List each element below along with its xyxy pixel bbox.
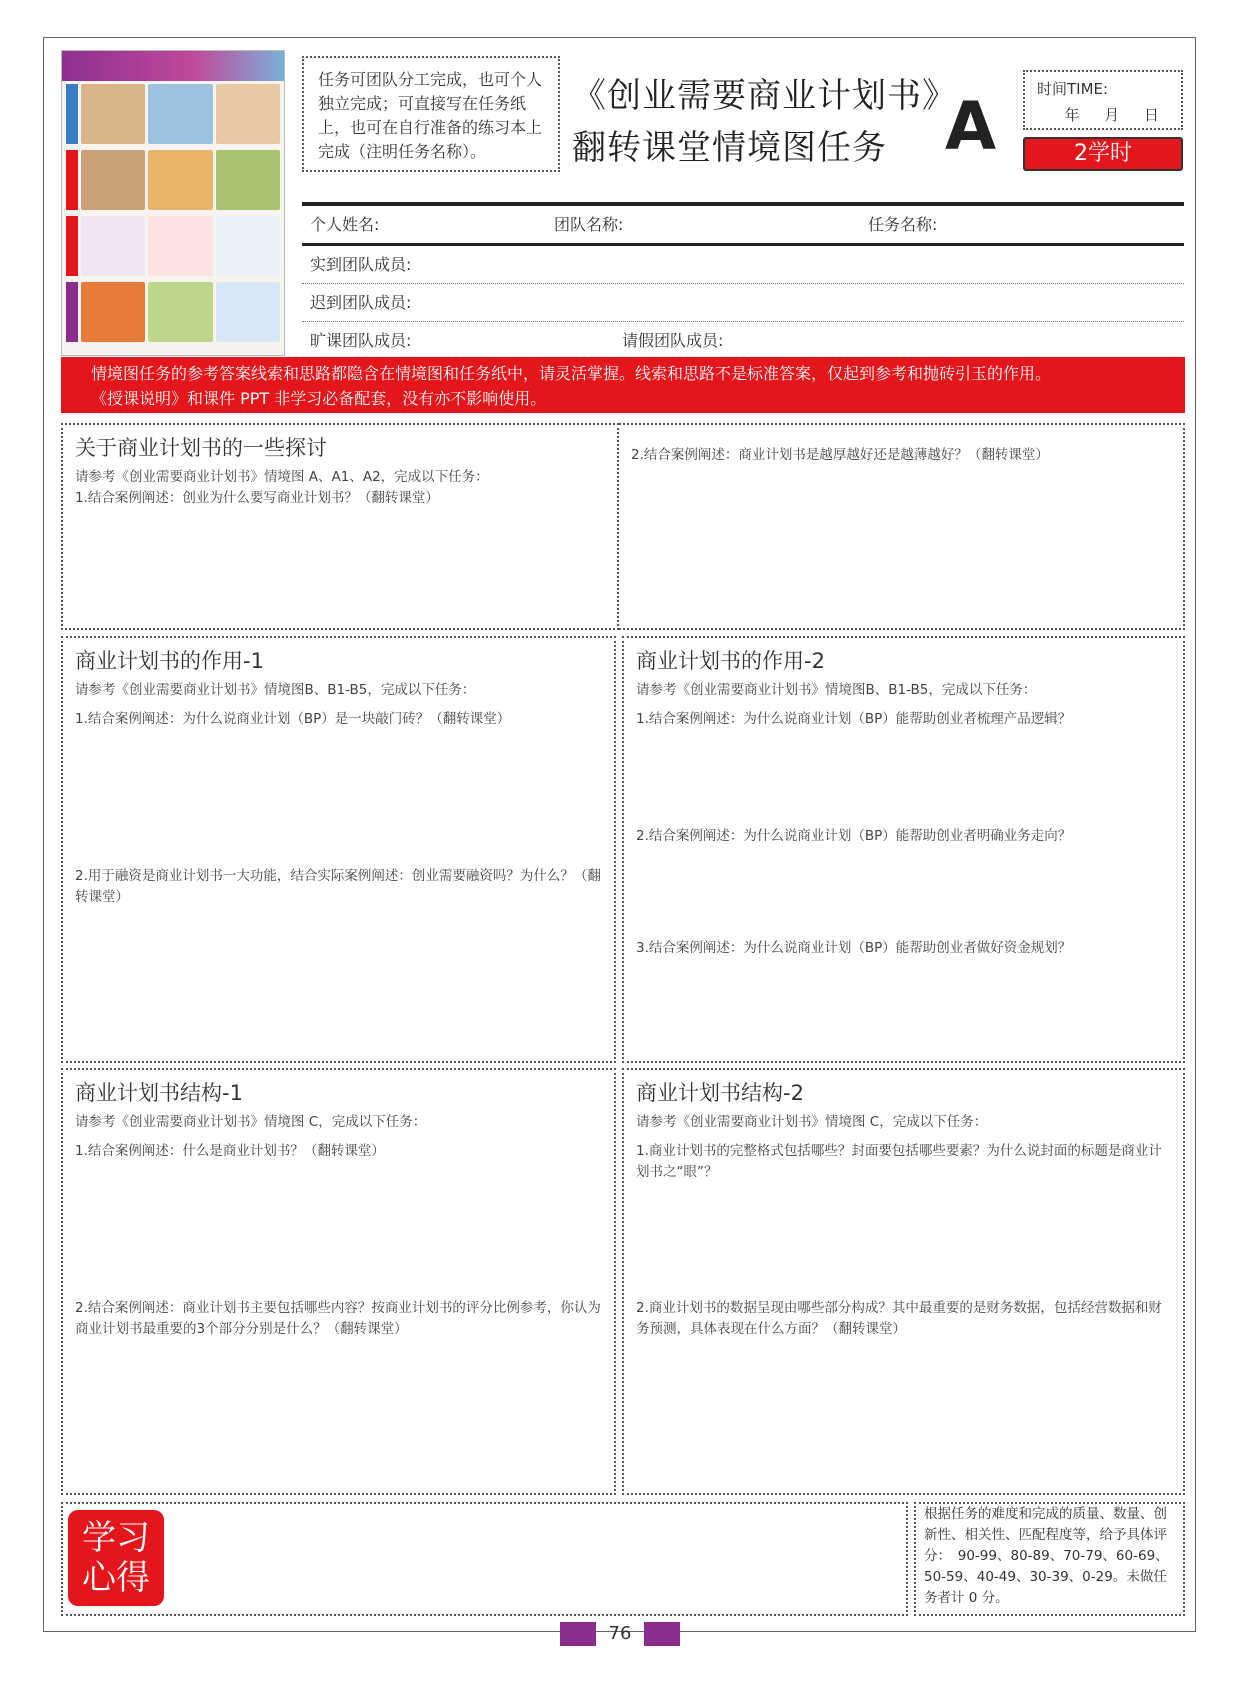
section-structure-2[interactable] — [622, 1068, 1185, 1495]
notice-banner — [61, 357, 1185, 413]
section-structure-1[interactable] — [61, 1068, 616, 1495]
section-title: 商业计划书结构-1 — [75, 1081, 243, 1105]
team-info-form — [302, 202, 1184, 362]
team-name-label: 团队名称: — [554, 215, 624, 234]
question-3: 3.结合案例阐述：为什么说商业计划（BP）能帮助创业者做好资金规划？ — [636, 940, 1072, 956]
title-line-1: 《创业需要商业计划书》 — [572, 76, 957, 116]
absent-members-label: 旷课团队成员: — [310, 331, 412, 350]
hours-badge: 2学时 — [1023, 137, 1183, 171]
logo-line-2: 心得 — [82, 1558, 150, 1598]
time-label: 时间TIME: — [1037, 80, 1109, 98]
learning-logo — [68, 1510, 164, 1606]
task-name-label: 任务名称: — [868, 215, 938, 234]
scoring-text: 根据任务的难度和完成的质量、数量、创新性、相关性、匹配程度等，给予具体评分： 90-99、80-89、70-79、60-69、50-59、40-49、30-39、0-29。未做任务者计 0 分。 — [924, 1506, 1169, 1606]
question-2: 2.结合案例阐述：商业计划书主要包括哪些内容？按商业计划书的评分比例参考，你认为商业计划书最重要的3个部分分别是什么？（翻转课堂） — [75, 1300, 601, 1337]
late-members-label: 迟到团队成员: — [310, 293, 412, 312]
question-2: 2.用于融资是商业计划书一大功能，结合实际案例阐述：创业需要融资吗？为什么？（翻转课堂） — [75, 868, 601, 905]
section-discussion-left[interactable] — [61, 423, 619, 630]
section-instruction: 请参考《创业需要商业计划书》情境图 A、A1、A2，完成以下任务： — [75, 469, 489, 485]
instruction-note: 任务可团队分工完成，也可个人独立完成；可直接写在任务纸上，也可在自行准备的练习本上完成（注明任务名称）。 — [302, 56, 560, 172]
page-bar-right — [644, 1622, 680, 1646]
task-letter: A — [945, 88, 997, 165]
notice-line-1: 情境图任务的参考答案线索和思路都隐含在情境图和任务纸中，请灵活掌握。线索和思路不是标准答案，仅起到参考和抛砖引玉的作用。 — [91, 364, 1052, 383]
leave-members-label: 请假团队成员: — [622, 331, 724, 350]
section-function-1[interactable] — [61, 636, 616, 1063]
situation-map-thumbnail — [61, 50, 285, 356]
section-function-2[interactable] — [622, 636, 1185, 1063]
info-row-names[interactable] — [302, 206, 1184, 243]
question-2: 2.结合案例阐述：为什么说商业计划（BP）能帮助创业者明确业务走向？ — [636, 828, 1072, 844]
section-title: 商业计划书的作用-2 — [636, 649, 825, 673]
section-instruction: 请参考《创业需要商业计划书》情境图B、B1-B5，完成以下任务： — [75, 682, 476, 698]
section-instruction: 请参考《创业需要商业计划书》情境图 C，完成以下任务： — [75, 1114, 427, 1130]
section-instruction: 请参考《创业需要商业计划书》情境图 C，完成以下任务： — [636, 1114, 988, 1130]
section-discussion-right[interactable] — [619, 423, 1185, 630]
section-title: 关于商业计划书的一些探讨 — [75, 436, 327, 460]
page-number: 76 — [608, 1623, 632, 1644]
logo-line-1: 学习 — [82, 1518, 150, 1558]
question-1: 1.商业计划书的完整格式包括哪些？封面要包括哪些要素？为什么说封面的标题是商业计划书之“眼”？ — [636, 1143, 1162, 1180]
page-bar-left — [560, 1622, 596, 1646]
info-row-absent-leave[interactable] — [302, 322, 1184, 359]
thumbnail-banner — [62, 51, 284, 81]
section-title: 商业计划书结构-2 — [636, 1081, 804, 1105]
learning-notes-area[interactable] — [61, 1502, 908, 1616]
question-2: 2.结合案例阐述：商业计划书是越厚越好还是越薄越好？（翻转课堂） — [631, 447, 1049, 463]
date-field[interactable]: 年 月 日 — [1064, 106, 1169, 124]
notice-line-2: 《授课说明》和课件 PPT 非学习必备配套，没有亦不影响使用。 — [91, 389, 547, 408]
present-members-label: 实到团队成员: — [310, 255, 412, 274]
question-1: 1.结合案例阐述：创业为什么要写商业计划书？（翻转课堂） — [75, 490, 439, 506]
question-1: 1.结合案例阐述：为什么说商业计划（BP）能帮助创业者梳理产品逻辑？ — [636, 711, 1072, 727]
title-line-2: 翻转课堂情境图任务 — [572, 128, 887, 168]
question-2: 2.商业计划书的数据呈现由哪些部分构成？其中最重要的是财务数据，包括经营数据和财务预测，具体表现在什么方面？（翻转课堂） — [636, 1300, 1162, 1337]
time-box[interactable] — [1023, 70, 1183, 130]
section-title: 商业计划书的作用-1 — [75, 649, 264, 673]
info-row-present[interactable] — [302, 246, 1184, 284]
question-1: 1.结合案例阐述：为什么说商业计划（BP）是一块敲门砖？（翻转课堂） — [75, 711, 511, 727]
question-1: 1.结合案例阐述：什么是商业计划书？（翻转课堂） — [75, 1143, 385, 1159]
name-label: 个人姓名: — [310, 215, 380, 234]
page-title — [572, 70, 957, 174]
info-row-late[interactable] — [302, 284, 1184, 322]
section-instruction: 请参考《创业需要商业计划书》情境图B、B1-B5，完成以下任务： — [636, 682, 1037, 698]
